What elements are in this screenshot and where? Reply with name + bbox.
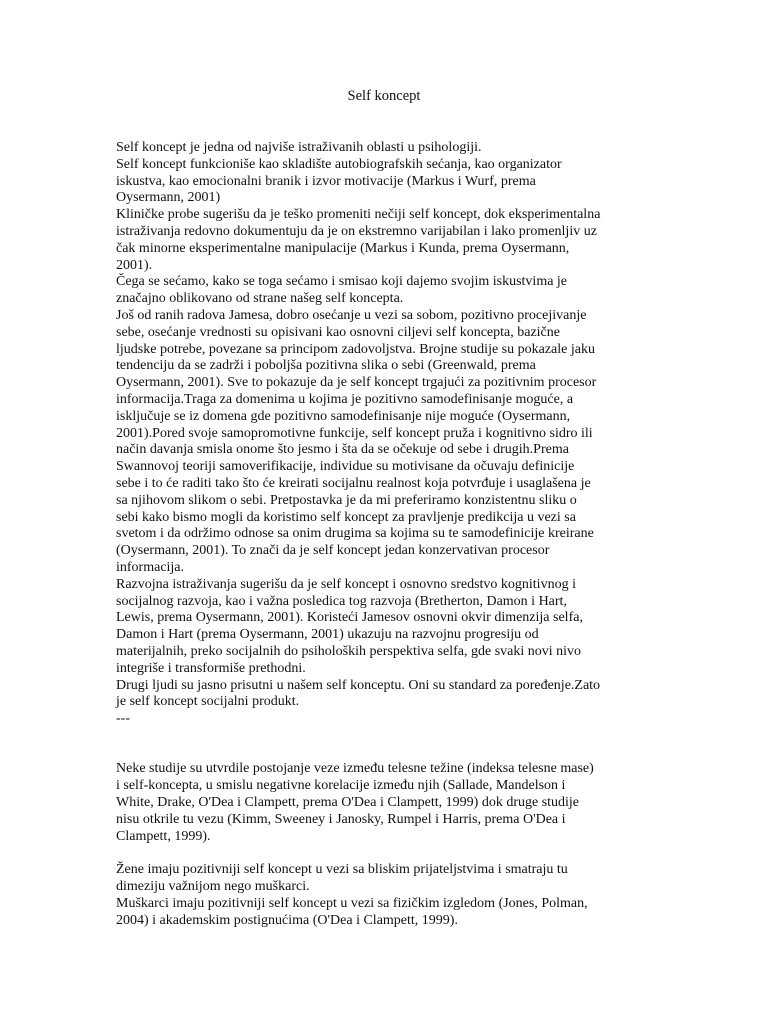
text-line: iskustva, kao emocionalni branik i izvor motivacije (Markus i Wurf, prema (116, 173, 536, 189)
text-line: Swannovoj teoriji samoverifikacije, individue su motivisane da očuvaju definicije (116, 459, 575, 475)
blank-line (116, 845, 641, 862)
blank-line (116, 745, 641, 762)
text-line: Damon i Hart (prema Oysermann, 2001) ukazuju na razvojnu progresiju od (116, 627, 539, 643)
text-line: nisu otkrile tu vezu (Kimm, Sweeney i Janosky, Rumpel i Harris, prema O'Dea i (116, 811, 566, 827)
text-line: dimeziju važnijom nego muškarci. (116, 879, 310, 895)
text-line: istraživanja redovno dokumentuju da je on ekstremno varijabilan i lako promenljiv uz (116, 223, 597, 239)
text-line: White, Drake, O'Dea i Clampett, prema O'Dea i Clampett, 1999) dok druge studije (116, 795, 580, 811)
text-line: materijalnih, preko socijalnih do psiholoških perspektiva selfa, gde svaki novi nivo (116, 643, 582, 659)
text-line: --- (116, 711, 130, 727)
text-line: značajno oblikovano od strane našeg self koncepta. (116, 291, 404, 307)
text-line: Još od ranih radova Jamesa, dobro osećanje u vezi sa sobom, pozitivno procejivanje (116, 307, 587, 323)
text-line: Self koncept funkcioniše kao skladište autobiografskih sećanja, kao organizator (116, 156, 562, 172)
text-line: integriše i transformiše prethodni. (116, 660, 306, 676)
text-line: sebe, osećanje vrednosti su opisivani kao osnovni ciljevi self koncepta, bazične (116, 324, 560, 340)
text-line: 2001). (116, 257, 153, 273)
text-line: isključuje se iz domena gde pozitivno samodefinisanje nije moguće (Oysermann, (116, 408, 571, 424)
document-body (116, 140, 641, 929)
text-line: čak minorne eksperimentalne manipulacije (Markus i Kunda, prema Oysermann, (116, 240, 570, 256)
text-line: način davanja smisla onome što jesmo i šta da se očekuje od sebe i drugih.Prema (116, 442, 569, 458)
text-line: Self koncept je jedna od najviše istraživanih oblasti u psihologiji. (116, 140, 482, 155)
text-line: ljudske potrebe, povezane sa principom zadovoljstva. Brojne studije su pokazale jaku (116, 341, 595, 357)
text-line: (Oysermann, 2001). To znači da je self koncept jedan konzervativan procesor (116, 543, 550, 559)
text-line: Čega se sećamo, kako se toga sećamo i smisao koji dajemo svojim iskustvima je (116, 274, 568, 290)
text-line: je self koncept socijalni produkt. (116, 694, 300, 710)
text-line: informacija. (116, 559, 185, 575)
blank-line (116, 728, 641, 745)
text-line: sebe i to će raditi tako što će kreirati socijalnu realnost koja potvrđuje i usaglašena je (116, 475, 591, 491)
text-line: socijalnog razvoja, kao i važna posledica tog razvoja (Bretherton, Damon i Hart, (116, 593, 567, 609)
text-line: Clampett, 1999). (116, 828, 211, 844)
text-line: Žene imaju pozitivniji self koncept u vezi sa bliskim prijateljstvima i smatraju tu (116, 862, 568, 878)
text-line: 2004) i akademskim postignućima (O'Dea i Clampett, 1999). (116, 912, 458, 928)
text-line: Oysermann, 2001) (116, 190, 221, 206)
text-line: Muškarci imaju pozitivniji self koncept u vezi sa fizičkim izgledom (Jones, Polman, (116, 895, 588, 911)
text-line: 2001).Pored svoje samopromotivne funkcije, self koncept pruža i kognitivno sidro ili (116, 425, 593, 441)
text-line: informacija.Traga za domenima u kojima je pozitivno samodefinisanje moguće, a (116, 391, 574, 407)
text-line: sebi kako bismo mogli da koristimo self koncept za pravljenje predikcija u vezi sa (116, 509, 576, 525)
text-line: Lewis, prema Oysermann, 2001). Koristeći Jamesov osnovni okvir dimenzija selfa, (116, 610, 583, 626)
text-line: Neke studije su utvrdile postojanje veze između telesne težine (indeksa telesne mase) (116, 761, 594, 777)
text-line: Kliničke probe sugerišu da je teško promeniti nečiji self koncept, dok eksperimentalna (116, 207, 601, 223)
text-line: Oysermann, 2001). Sve to pokazuje da je self koncept trgajući za pozitivnim procesor (116, 375, 597, 391)
text-line: tendenciju da se zadrži i poboljša pozitivna slika o sebi (Greenwald, prema (116, 358, 536, 374)
text-line: Drugi ljudi su jasno prisutni u našem self konceptu. Oni su standard za poređenje.Zato (116, 677, 601, 693)
document-title: Self koncept (347, 88, 421, 104)
text-line: svetom i da održimo odnose sa onim drugima sa kojima su te samodefinicije kreirane (116, 526, 594, 542)
text-line: Razvojna istraživanja sugerišu da je self koncept i osnovno sredstvo kognitivnog i (116, 576, 576, 592)
text-line: sa njihovom slikom o sebi. Pretpostavka je da mi preferiramo konzistentnu sliku o (116, 492, 577, 508)
text-line: i self-koncepta, u smislu negativne korelacije između njih (Sallade, Mandelson i (116, 778, 566, 794)
